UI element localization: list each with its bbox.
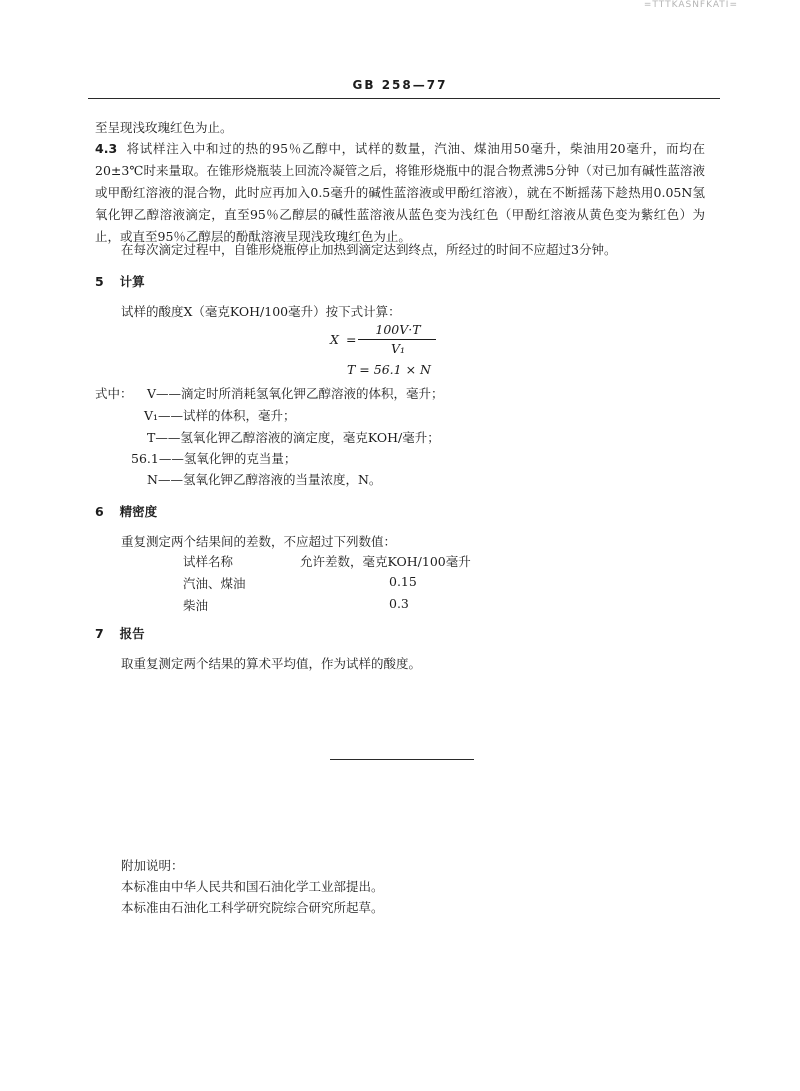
definition-t: T——氢氧化钾乙醇溶液的滴定度，毫克KOH/毫升； [147, 430, 440, 445]
appendix-line: 本标准由中华人民共和国石油化学工业部提出。 [121, 879, 384, 894]
table-header-tolerance: 允许差数，毫克KOH/100毫升 [300, 554, 471, 569]
table-row-value: 0.3 [389, 596, 409, 611]
definition-n: N——氢氧化钾乙醇溶液的当量浓度，N。 [147, 472, 382, 487]
header-rule [88, 98, 720, 99]
appendix-line: 本标准由石油化工科学研究院综合研究所起草。 [121, 900, 384, 915]
clause-note: 在每次滴定过程中，自锥形烧瓶停止加热到滴定达到终点，所经过的时间不应超过3分钟。 [121, 242, 617, 257]
formula-equals: = [346, 332, 357, 347]
appendix-title: 附加说明： [121, 858, 184, 873]
formula-lhs: X [330, 332, 339, 347]
section-7-heading [95, 624, 145, 642]
section-6-intro: 重复测定两个结果间的差数，不应超过下列数值： [121, 534, 397, 549]
table-row-value: 0.15 [389, 574, 417, 589]
section-number: 5 [95, 274, 104, 289]
table-row-sample: 汽油、煤油 [183, 576, 246, 591]
clause-number: 4.3 [95, 141, 118, 156]
section-7-text: 取重复测定两个结果的算术平均值，作为试样的酸度。 [121, 656, 422, 671]
table-header-sample: 试样名称 [183, 554, 234, 569]
formula-denominator: V₁ [390, 341, 406, 356]
section-6-heading [95, 502, 157, 520]
section-title: 精密度 [119, 504, 158, 519]
section-title: 报告 [119, 626, 145, 641]
section-5-intro: 试样的酸度X（毫克KOH/100毫升）按下式计算： [121, 304, 401, 319]
section-number: 6 [95, 504, 104, 519]
end-rule [330, 759, 474, 760]
where-label: 式中： [95, 386, 133, 401]
fraction-bar [358, 339, 436, 340]
definition-v1: V₁——试样的体积，毫升； [144, 408, 296, 423]
clause-text: 将试样注入中和过的热的95％乙醇中，试样的数量，汽油、煤油用50毫升，柴油用20毫升，而均在20±3℃时来量取。在锥形烧瓶装上回流冷凝管之后，将锥形烧瓶中的混合物煮沸5分钟（对已加有碱性蓝溶液或甲酚红溶液的混合物，此时应再加入0.5毫升的碱性蓝溶液或甲酚红溶液），就在不断摇荡下趁热用0.05N氢氧化钾乙醇溶液滴定，直至95％乙醇层的碱性蓝溶液从蓝色变为浅红色（甲酚红溶液从黄色变为紫红色）为止，或直至95％乙醇层的酚酞溶液呈现浅玫瑰红色为止。 [95, 141, 705, 244]
section-title: 计算 [119, 274, 145, 289]
titer-formula: T = 56.1 × N [347, 362, 431, 377]
definition-v: V——滴定时所消耗氢氧化钾乙醇溶液的体积，毫升； [147, 386, 444, 401]
page-header: GB 258—77 [352, 78, 448, 92]
section-5-heading [95, 272, 145, 290]
table-row-sample: 柴油 [183, 598, 209, 613]
definition-56-1: 56.1——氢氧化钾的克当量； [131, 451, 297, 466]
section-number: 7 [95, 626, 104, 641]
intro-line: 至呈现浅玫瑰红色为止。 [95, 120, 233, 135]
clause-4-3 [95, 138, 705, 248]
watermark-text: =TTTKASNFKATI= [643, 0, 738, 10]
formula-numerator: 100V·T [375, 322, 421, 337]
